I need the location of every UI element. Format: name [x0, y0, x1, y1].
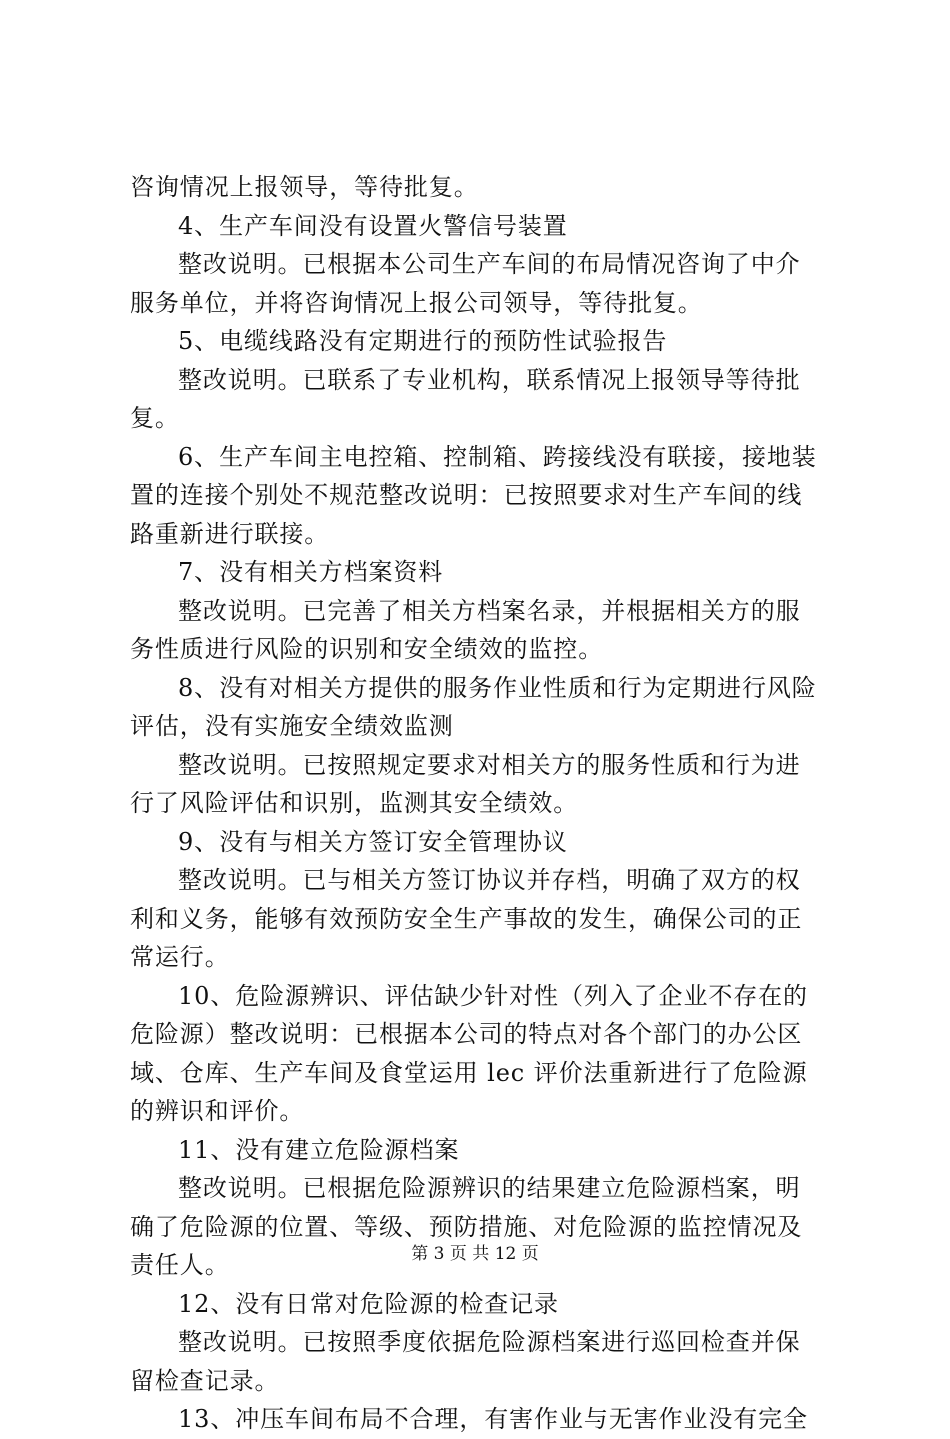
- text-line: 整改说明。已按照季度依据危险源档案进行巡回检查并保: [178, 1328, 801, 1356]
- text-line: 评估，没有实施安全绩效监测: [130, 712, 454, 740]
- page-number-footer: 第 3 页 共 12 页: [411, 1244, 539, 1264]
- text-line: 务性质进行风险的识别和安全绩效的监控。: [130, 635, 604, 663]
- text-line: 8、没有对相关方提供的服务作业性质和行为定期进行风险: [178, 673, 817, 702]
- text-line: 置的连接个别处不规范整改说明：已按照要求对生产车间的线: [130, 481, 803, 509]
- text-line: 11、没有建立危险源档案: [178, 1135, 460, 1164]
- text-line: 危险源）整改说明：已根据本公司的特点对各个部门的办公区: [130, 1020, 803, 1048]
- text-line: 复。: [130, 404, 180, 432]
- text-line: 常运行。: [130, 943, 230, 971]
- text-line: 整改说明。已与相关方签订协议并存档，明确了双方的权: [178, 866, 801, 894]
- text-line: 责任人。: [130, 1251, 230, 1279]
- text-line: 留检查记录。: [130, 1366, 280, 1395]
- text-line: 服务单位，并将咨询情况上报公司领导，等待批复。: [130, 288, 703, 317]
- text-line: 整改说明。已根据危险源辨识的结果建立危险源档案，明: [178, 1174, 801, 1202]
- text-line: 整改说明。已按照规定要求对相关方的服务性质和行为进: [178, 750, 801, 779]
- text-line: 确了危险源的位置、等级、预防措施、对危险源的监控情况及: [130, 1212, 803, 1241]
- text-line: 12、没有日常对危险源的检查记录: [178, 1289, 559, 1318]
- text-line: 7、没有相关方档案资料: [178, 558, 444, 586]
- text-line: 路重新进行联接。: [130, 519, 330, 548]
- text-line: 13、冲压车间布局不合理，有害作业与无害作业没有完全: [178, 1405, 808, 1433]
- text-line: 6、生产车间主电控箱、控制箱、跨接线没有联接，接地装: [178, 442, 817, 471]
- text-line: 5、电缆线路没有定期进行的预防性试验报告: [178, 327, 668, 355]
- text-line: 行了风险评估和识别，监测其安全绩效。: [130, 789, 579, 817]
- text-line: 整改说明。已联系了专业机构，联系情况上报领导等待批: [178, 365, 801, 394]
- text-line: 咨询情况上报领导，等待批复。: [130, 173, 479, 201]
- text-line: 利和义务，能够有效预防安全生产事故的发生，确保公司的正: [130, 904, 803, 933]
- text-line: 域、仓库、生产车间及食堂运用 lec 评价法重新进行了危险源: [130, 1058, 808, 1087]
- text-line: 4、生产车间没有设置火警信号装置: [178, 211, 568, 240]
- text-line: 整改说明。已根据本公司生产车间的布局情况咨询了中介: [178, 250, 801, 278]
- text-line: 整改说明。已完善了相关方档案名录，并根据相关方的服: [178, 596, 801, 625]
- text-line: 10、危险源辨识、评估缺少针对性（列入了企业不存在的: [178, 981, 808, 1010]
- text-line: 9、没有与相关方签订安全管理协议: [178, 827, 568, 856]
- text-line: 的辨识和评价。: [130, 1097, 305, 1125]
